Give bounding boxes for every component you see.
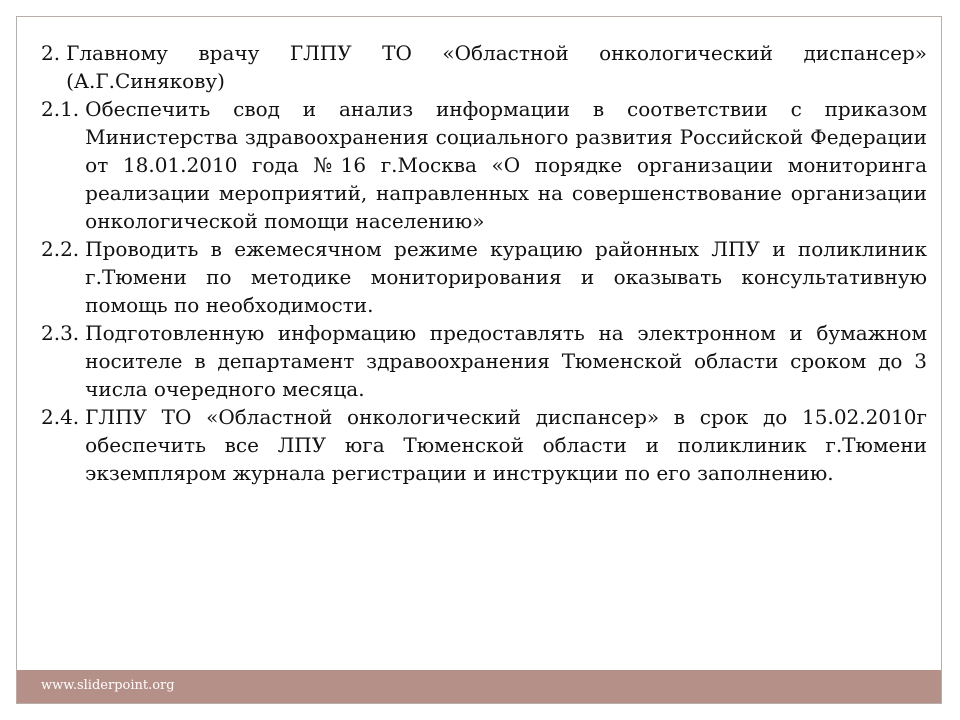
list-item: [41, 235, 927, 319]
item-number: 2.4.: [41, 405, 80, 429]
footer-band: [17, 670, 941, 703]
item-text: Главному врачу ГЛПУ ТО «Областной онкологический диспансер» (А.Г.Синякову): [66, 41, 927, 93]
item-number: 2.2.: [41, 237, 80, 261]
item-text: Подготовленную информацию предоставлять на электронном и бумажном носителе в департамент здравоохранения Тюменской области сроком до 3 числа очередного месяца.: [85, 321, 927, 401]
slide-content: [41, 39, 927, 487]
list-item: [41, 319, 927, 403]
item-text: Проводить в ежемесячном режиме курацию районных ЛПУ и поликлиник г.Тюмени по методике мониторирования и оказывать консультативную помощь по необходимости.: [85, 237, 927, 317]
item-number: 2.: [41, 41, 61, 65]
list-item: [41, 39, 927, 95]
list-item: [41, 403, 927, 487]
list-item: [41, 95, 927, 235]
item-number: 2.1.: [41, 97, 80, 121]
footer-site-link[interactable]: www.sliderpoint.org: [41, 678, 175, 693]
item-text: ГЛПУ ТО «Областной онкологический диспансер» в срок до 15.02.2010г обеспечить все ЛПУ юга Тюменской области и поликлиник г.Тюмени экземпляром журнала регистрации и инструкции по его заполнению.: [85, 405, 927, 485]
slide: [16, 16, 942, 704]
item-number: 2.3.: [41, 321, 80, 345]
item-text: Обеспечить свод и анализ информации в соответствии с приказом Министерства здравоохранения социального развития Российской Федерации от 18.01.2010 года №16 г.Москва «О порядке организации мониторинга реализации мероприятий, направленных на совершенствование организации онкологической помощи населению»: [85, 97, 927, 233]
